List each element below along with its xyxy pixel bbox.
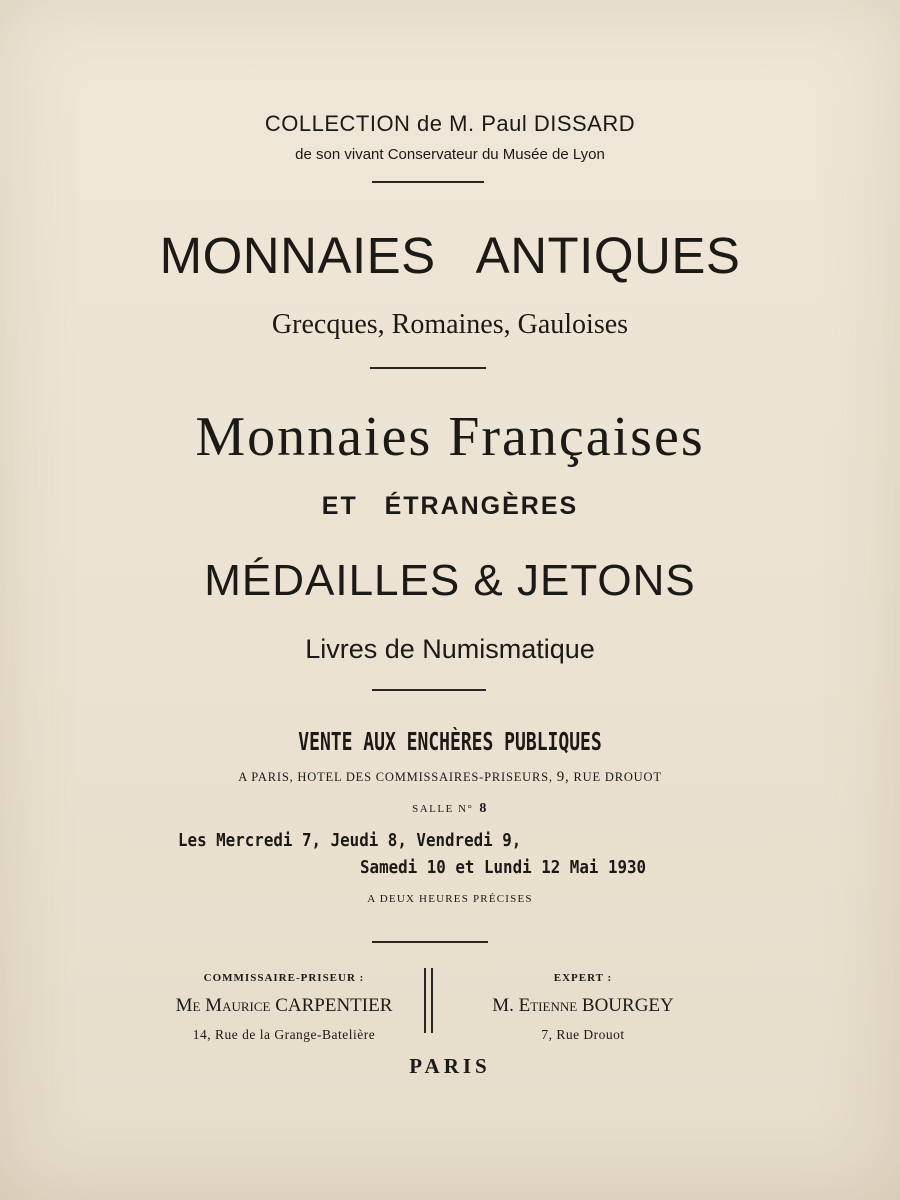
sale-room: [0, 801, 900, 817]
numismatique-subtitle: Livres de Numismatique: [305, 634, 595, 664]
sale-dates-line-2: Samedi 10 et Lundi 12 Mai 1930: [360, 857, 647, 878]
sale-heading: VENTE AUX ENCHÈRES PUBLIQUES: [298, 727, 602, 756]
expert-role: EXPERT :: [553, 972, 613, 984]
collector-subtitle: de son vivant Conservateur du Musée de Lyon: [295, 146, 605, 163]
commissaire-name: Me Maurice CARPENTIER: [175, 995, 393, 1016]
title-antiques-word: ANTIQUES: [475, 227, 741, 284]
commissaire-address: 14, Rue de la Grange-Batelière: [192, 1027, 376, 1042]
divider-rule: [370, 367, 486, 369]
title-monnaies-word: MONNAIES: [159, 227, 436, 284]
divider-rule: [372, 181, 484, 183]
location-number: 9,: [556, 769, 570, 785]
word-etrangeres: ÉTRANGÈRES: [384, 492, 579, 520]
location-prefix: A PARIS, HOTEL DES COMMISSAIRES-PRISEURS,: [238, 770, 553, 784]
location-street: RUE DROUOT: [573, 770, 662, 784]
antiques-subtitle: Grecques, Romaines, Gauloises: [271, 309, 629, 340]
expert-address: 7, Rue Drouot: [541, 1027, 625, 1042]
sale-dates-line-1: Les Mercredi 7, Jeudi 8, Vendredi 9,: [178, 830, 522, 851]
column-separator: [424, 968, 426, 1033]
title-medailles-jetons: MÉDAILLES & JETONS: [204, 556, 696, 605]
title-monnaies-francaises: Monnaies Françaises: [195, 406, 705, 468]
expert-name: M. Etienne BOURGEY: [492, 995, 674, 1016]
sale-time: A DEUX HEURES PRÉCISES: [367, 893, 533, 905]
title-et-etrangeres: [0, 492, 900, 521]
title-monnaies-antiques: [0, 226, 900, 285]
salle-label: SALLE N°: [412, 803, 474, 815]
divider-rule: [372, 941, 488, 943]
divider-rule: [372, 689, 486, 691]
city-imprint: PARIS: [409, 1054, 491, 1078]
commissaire-block: [134, 968, 434, 1045]
sale-location: [0, 769, 900, 786]
salle-number: 8: [479, 801, 488, 816]
word-et: ET: [321, 492, 358, 520]
expert-block: [433, 968, 733, 1045]
commissaire-role: COMMISSAIRE-PRISEUR :: [203, 972, 365, 984]
collection-line: COLLECTION de M. Paul DISSARD: [264, 111, 636, 136]
